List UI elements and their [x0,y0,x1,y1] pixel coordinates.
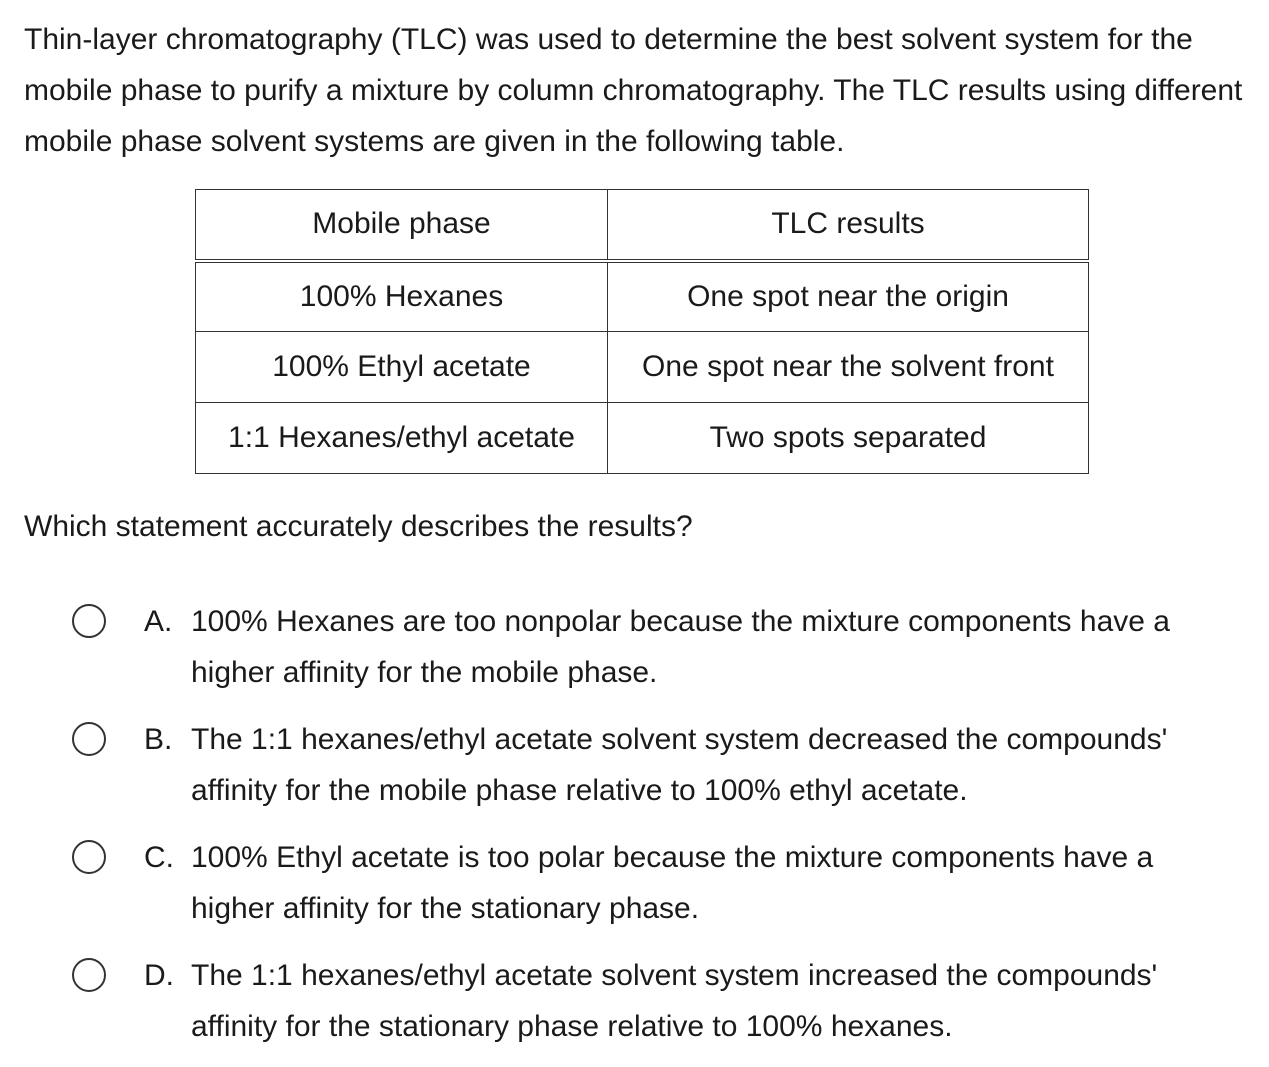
option-letter: B. [144,723,173,756]
option-text: The 1:1 hexanes/ethyl acetate solvent system decreased the compounds' affinity for the mobile phase relative to 100% ethyl acetate. [191,723,1168,807]
radio-button-d[interactable] [72,958,106,992]
intro-paragraph: Thin-layer chromatography (TLC) was used to determine the best solvent system for the mobile phase to purify a mixture by column chromatography. The TLC results using different mobile phase solvent systems are given in the following table. [24,23,1243,158]
option-text: 100% Hexanes are too nonpolar because the mixture components have a higher affinity for the mobile phase. [191,605,1170,689]
header-mobile-phase: Mobile phase [196,190,608,261]
radio-button-c[interactable] [72,840,106,874]
option-letter: C. [144,841,174,874]
option-text: The 1:1 hexanes/ethyl acetate solvent system increased the compounds' affinity for the stationary phase relative to 100% hexanes. [191,959,1158,1043]
table-header-row [196,190,1089,261]
option-text: 100% Ethyl acetate is too polar because the mixture components have a higher affinity for the stationary phase. [191,841,1154,925]
option-letter: D. [144,959,174,992]
question-text: Which statement accurately describes the results? [24,510,693,543]
tlc-results-table [195,189,1089,474]
table-row [196,261,1089,332]
cell-mobile-phase: 100% Ethyl acetate [196,332,608,403]
header-tlc-results: TLC results [608,190,1089,261]
radio-button-b[interactable] [72,722,106,756]
cell-tlc-result: Two spots separated [608,403,1089,474]
table-row [196,403,1089,474]
cell-mobile-phase: 1:1 Hexanes/ethyl acetate [196,403,608,474]
option-letter: A. [144,605,173,638]
radio-button-a[interactable] [72,604,106,638]
cell-tlc-result: One spot near the solvent front [608,332,1089,403]
cell-mobile-phase: 100% Hexanes [196,261,608,332]
cell-tlc-result: One spot near the origin [608,261,1089,332]
table-row [196,332,1089,403]
